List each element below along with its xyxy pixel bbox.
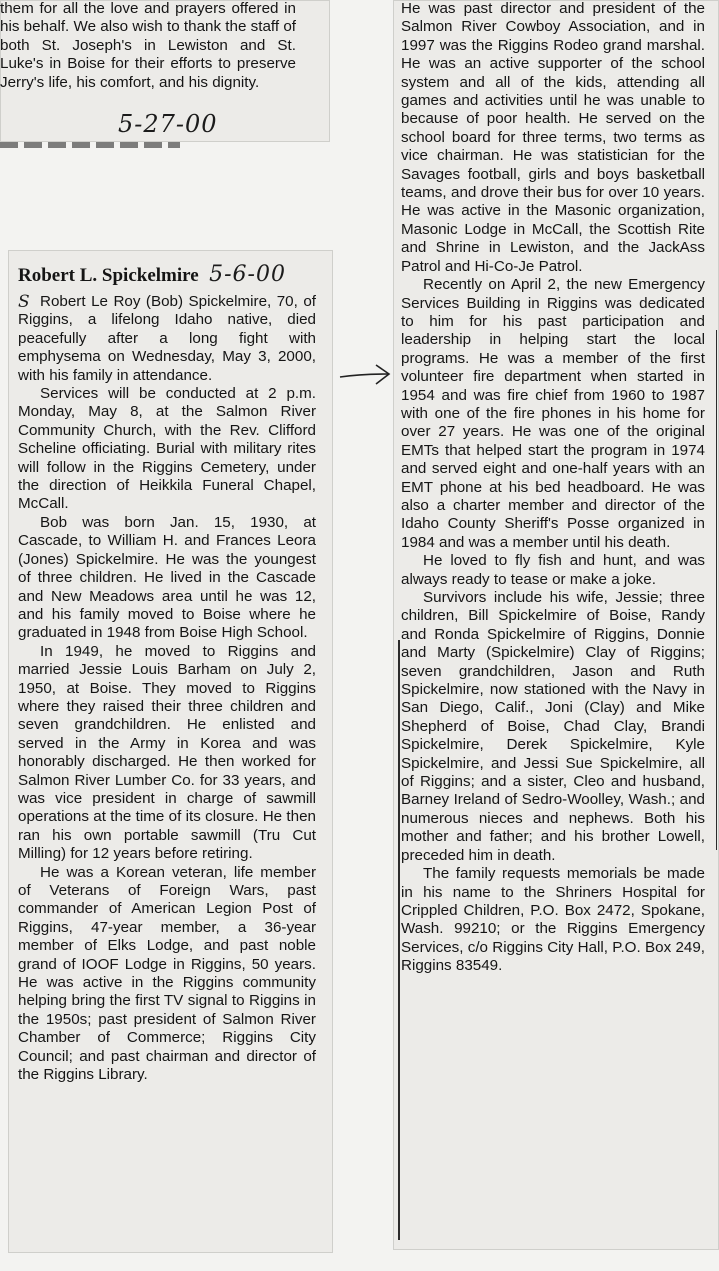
fragment-text: them for all the love and prayers offered in his behalf. We also wish to thank the staff of both St. Joseph's in Lewiston and St. Luke's in Boise for their efforts to preserve Jerry's life, his comfort, and his dignity. [0,0,296,91]
paragraph-community: He was a Korean veteran, life member of Veterans of Foreign Wars, past commander of American Legion Post of Riggins, 47-year member, a 36-year member of Elks Lodge, and past noble grand of IOOF Lodge in Riggins, 50 years. He was active in the Riggins community helping bring the first TV signal to Riggins in the 1950s; past president of Salmon River Chamber of Commerce; Riggins City Council; and past chairman and director of the Riggins Library. [18,863,316,1084]
handwritten-date-title: 5-6-00 [209,262,286,287]
obituary-heading [18,262,318,290]
paragraph-survivors: Survivors include his wife, Jessie; three children, Bill Spickelmire of Boise, Randy and Ronda Spickelmire of Riggins, Donnie and Marty (Spickelmire) Clay of Riggins; seven grandchildren, Jason and Ruth Spickelmire, now stationed with the Navy in San Diego, Calif., Joni (Clay) and Mike Shepherd of Boise, Chad Clay, Brandi Spickelmire, Derek Spickelmire, Kyle Spickelmire, and Jessi Sue Spickelmire, all of Riggins; and a sister, Cleo and husband, Barney Ireland of Sedro-Woolley, Wash.; and numerous nieces and nephews. Both his mother and father; and his brother Lowell, preceded him in death. [401,589,705,864]
paragraph-services: Services will be conducted at 2 p.m. Monday, May 8, at the Salmon River Community Church, with the Rev. Clifford Scheline officiating. Burial with military rites will follow in the Riggins Cemetery, under the direction of Heikkila Funeral Chapel, McCall. [18,385,316,513]
paragraph-emergency-services: Recently on April 2, the new Emergency Services Building in Riggins was dedicated to him for his past participation and leadership in helping start the local programs. He was a member of the first volunteer fire department when started in 1954 and was fire chief from 1960 to 1987 with one of the fire phones in his home for over 27 years. He was one of the original EMTs that helped start the program in 1974 and served eight and one-half years with an EMT phone at his bed headboard. He was also a charter member and director of the Idaho County Sheriff's Posse organized in 1984 and was a member until his death. [401,276,705,551]
paragraph-birth: Bob was born Jan. 15, 1930, at Cascade, to William H. and Frances Leora (Jones) Spickelmire. He was the youngest of three children. He lived in the Cascade and New Meadows area until he was 12, and his family moved to Boise where he graduated in 1948 from Boise High School. [18,513,316,642]
hand-drawn-arrow-icon [338,362,394,388]
obituary-right-column [401,0,705,976]
paragraph-career: In 1949, he moved to Riggins and married Jessie Louis Barham on July 2, 1950, at Boise. They moved to Riggins where they raised their three children and seven grandchildren. He enlisted and served in the Army in Korea and was honorably discharged. He then worked for Salmon River Lumber Co. for 33 years, and was vice president in charge of sawmill operations at the time of its closure. He then ran his own portable sawmill (Tru Cut Milling) for 12 years before retiring. [18,642,316,863]
paragraph-hobbies: He loved to fly fish and hunt, and was always ready to tease or make a joke. [401,552,705,588]
obituary-left-column [18,293,316,1084]
previous-obituary-fragment [0,0,296,92]
paragraph-memorials: The family requests memorials be made in his name to the Shriners Hospital for Crippled Children, P.O. Box 2472, Spokane, Wash. 99210; or the Riggins Emergency Services, c/o Riggins City Hall, P.O. Box 249, Riggins 83549. [401,865,705,975]
paragraph-intro: Robert Le Roy (Bob) Spickelmire, 70, of Riggins, a lifelong Idaho native, died peacefully after a long fight with emphysema on Wednesday, May 3, 2000, with his family in attendance. [18,293,316,384]
obituary-title: Robert L. Spickelmire [18,265,199,286]
handwritten-date-top: 5-27-00 [118,110,218,138]
paragraph-activities: He was past director and president of the Salmon River Cowboy Association, and in 1997 was the Riggins Rodeo grand marshal. He was an active supporter of the school system and all of the kids, attending all games and activities until he was unable to because of poor health. He served on the school board for three terms, two terms as vice chairman. He was statistician for the Savages football, girls and boys basketball teams, and drove their bus for over 10 years. He was active in the Masonic organization, Masonic Lodge in McCall, the Scottish Rite and Shrine in Lewiston, and the JackAss Patrol and Hi-Co-Je Patrol. [401,0,705,275]
clipping-cut-edge [0,142,180,148]
handwritten-margin-mark: S [18,292,30,312]
margin-ink-line [398,640,400,1240]
clipping-right-edge-line [716,330,717,850]
